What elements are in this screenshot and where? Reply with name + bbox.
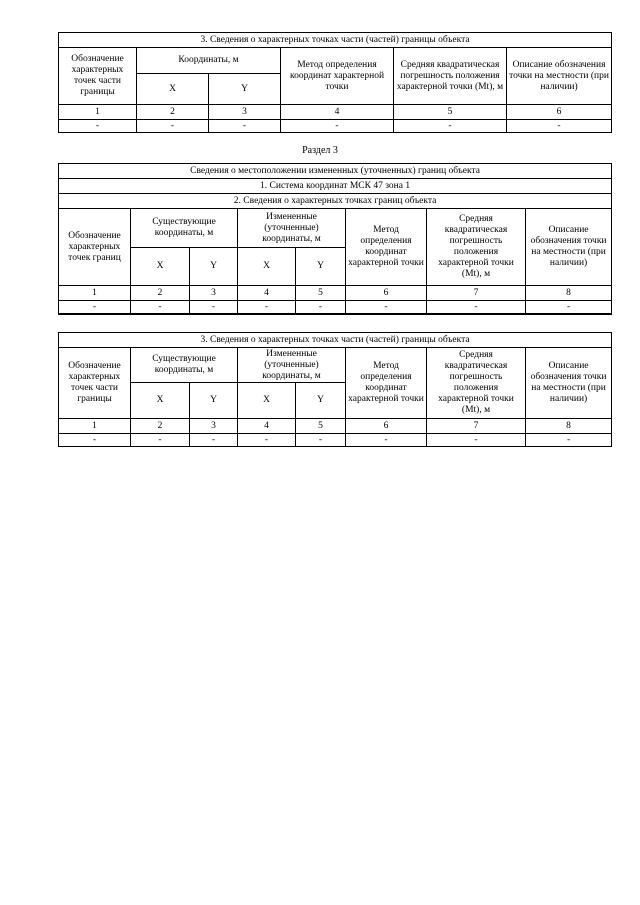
column-number-row xyxy=(59,286,612,301)
y-header: Y xyxy=(190,383,238,419)
y-header: Y xyxy=(209,74,281,105)
description-header: Описание обозначения точки на местности (при наличии) xyxy=(507,48,612,105)
table-cell: - xyxy=(281,120,394,133)
table-cell: - xyxy=(507,120,612,133)
column-number: 1 xyxy=(59,105,137,120)
changed-boundary-points-table xyxy=(58,163,612,315)
designation-header: Обозначение характерных точек части границы xyxy=(59,48,137,105)
coordinates-header: Координаты, м xyxy=(137,48,281,74)
error-header: Средняя квадратическая погрешность положения характерной точки (Mt), м xyxy=(394,48,507,105)
table-row xyxy=(59,301,612,315)
table-cell: - xyxy=(346,301,427,315)
column-number: 8 xyxy=(526,286,612,301)
error-header: Средняя квадратическая погрешность положения характерной точки (Mt), м xyxy=(427,209,526,286)
method-header: Метод определения координат характерной точки xyxy=(346,209,427,286)
table-cell: - xyxy=(394,120,507,133)
column-number: 5 xyxy=(296,419,346,434)
column-number: 8 xyxy=(526,419,612,434)
table-row xyxy=(59,434,612,447)
column-number: 2 xyxy=(137,105,209,120)
y-header: Y xyxy=(190,248,238,286)
column-number: 7 xyxy=(427,286,526,301)
designation-header: Обозначение характерных точек части границы xyxy=(59,348,131,419)
table-cell: - xyxy=(59,120,137,133)
table-cell: - xyxy=(209,120,281,133)
method-header: Метод определения координат характерной точки xyxy=(346,348,427,419)
designation-header: Обозначение характерных точек границ xyxy=(59,209,131,286)
column-number-row xyxy=(59,105,612,120)
x-header: X xyxy=(131,248,190,286)
table-cell: - xyxy=(131,301,190,315)
table-cell: - xyxy=(526,301,612,315)
error-header: Средняя квадратическая погрешность положения характерной точки (Mt), м xyxy=(427,348,526,419)
table-cell: - xyxy=(190,434,238,447)
table-row xyxy=(59,120,612,133)
y-header: Y xyxy=(296,383,346,419)
table-title: Сведения о местоположении измененных (уточненных) границ объекта xyxy=(59,164,612,179)
column-number: 2 xyxy=(131,286,190,301)
description-header: Описание обозначения точки на местности (при наличии) xyxy=(526,348,612,419)
column-number: 6 xyxy=(346,419,427,434)
table-cell: - xyxy=(427,434,526,447)
existing-coordinates-header: Существующие координаты, м xyxy=(131,209,238,248)
column-number: 4 xyxy=(281,105,394,120)
column-number: 3 xyxy=(190,286,238,301)
table-cell: - xyxy=(296,301,346,315)
description-header: Описание обозначения точки на местности (при наличии) xyxy=(526,209,612,286)
table-cell: - xyxy=(238,301,296,315)
column-number: 3 xyxy=(190,419,238,434)
changed-coordinates-header: Измененные (уточненные) координаты, м xyxy=(238,209,346,248)
method-header: Метод определения координат характерной точки xyxy=(281,48,394,105)
section-label: Раздел 3 xyxy=(302,145,338,156)
table-cell: - xyxy=(346,434,427,447)
column-number: 1 xyxy=(59,286,131,301)
x-header: X xyxy=(137,74,209,105)
table-cell: - xyxy=(59,301,131,315)
table-title: 3. Сведения о характерных точках части (частей) границы объекта xyxy=(59,33,612,48)
column-number: 6 xyxy=(507,105,612,120)
table-subtitle: 2. Сведения о характерных точках границ объекта xyxy=(59,194,612,209)
column-number: 3 xyxy=(209,105,281,120)
table-cell: - xyxy=(131,434,190,447)
table-cell: - xyxy=(427,301,526,315)
x-header: X xyxy=(131,383,190,419)
existing-coordinates-header: Существующие координаты, м xyxy=(131,348,238,383)
table-cell: - xyxy=(238,434,296,447)
column-number: 7 xyxy=(427,419,526,434)
table-cell: - xyxy=(526,434,612,447)
changed-parts-boundary-points-table xyxy=(58,332,612,447)
y-header: Y xyxy=(296,248,346,286)
column-number-row xyxy=(59,419,612,434)
table-cell: - xyxy=(296,434,346,447)
coordinate-system-title: 1. Система координат МСК 47 зона 1 xyxy=(59,179,612,194)
changed-coordinates-header: Измененные (уточненные) координаты, м xyxy=(238,348,346,383)
column-number: 2 xyxy=(131,419,190,434)
table-cell: - xyxy=(59,434,131,447)
column-number: 5 xyxy=(394,105,507,120)
x-header: X xyxy=(238,383,296,419)
column-number: 1 xyxy=(59,419,131,434)
column-number: 5 xyxy=(296,286,346,301)
column-number: 4 xyxy=(238,419,296,434)
table-title: 3. Сведения о характерных точках части (частей) границы объекта xyxy=(59,333,612,348)
column-number: 6 xyxy=(346,286,427,301)
table-cell: - xyxy=(190,301,238,315)
parts-boundary-points-table xyxy=(58,32,612,133)
column-number: 4 xyxy=(238,286,296,301)
x-header: X xyxy=(238,248,296,286)
table-cell: - xyxy=(137,120,209,133)
